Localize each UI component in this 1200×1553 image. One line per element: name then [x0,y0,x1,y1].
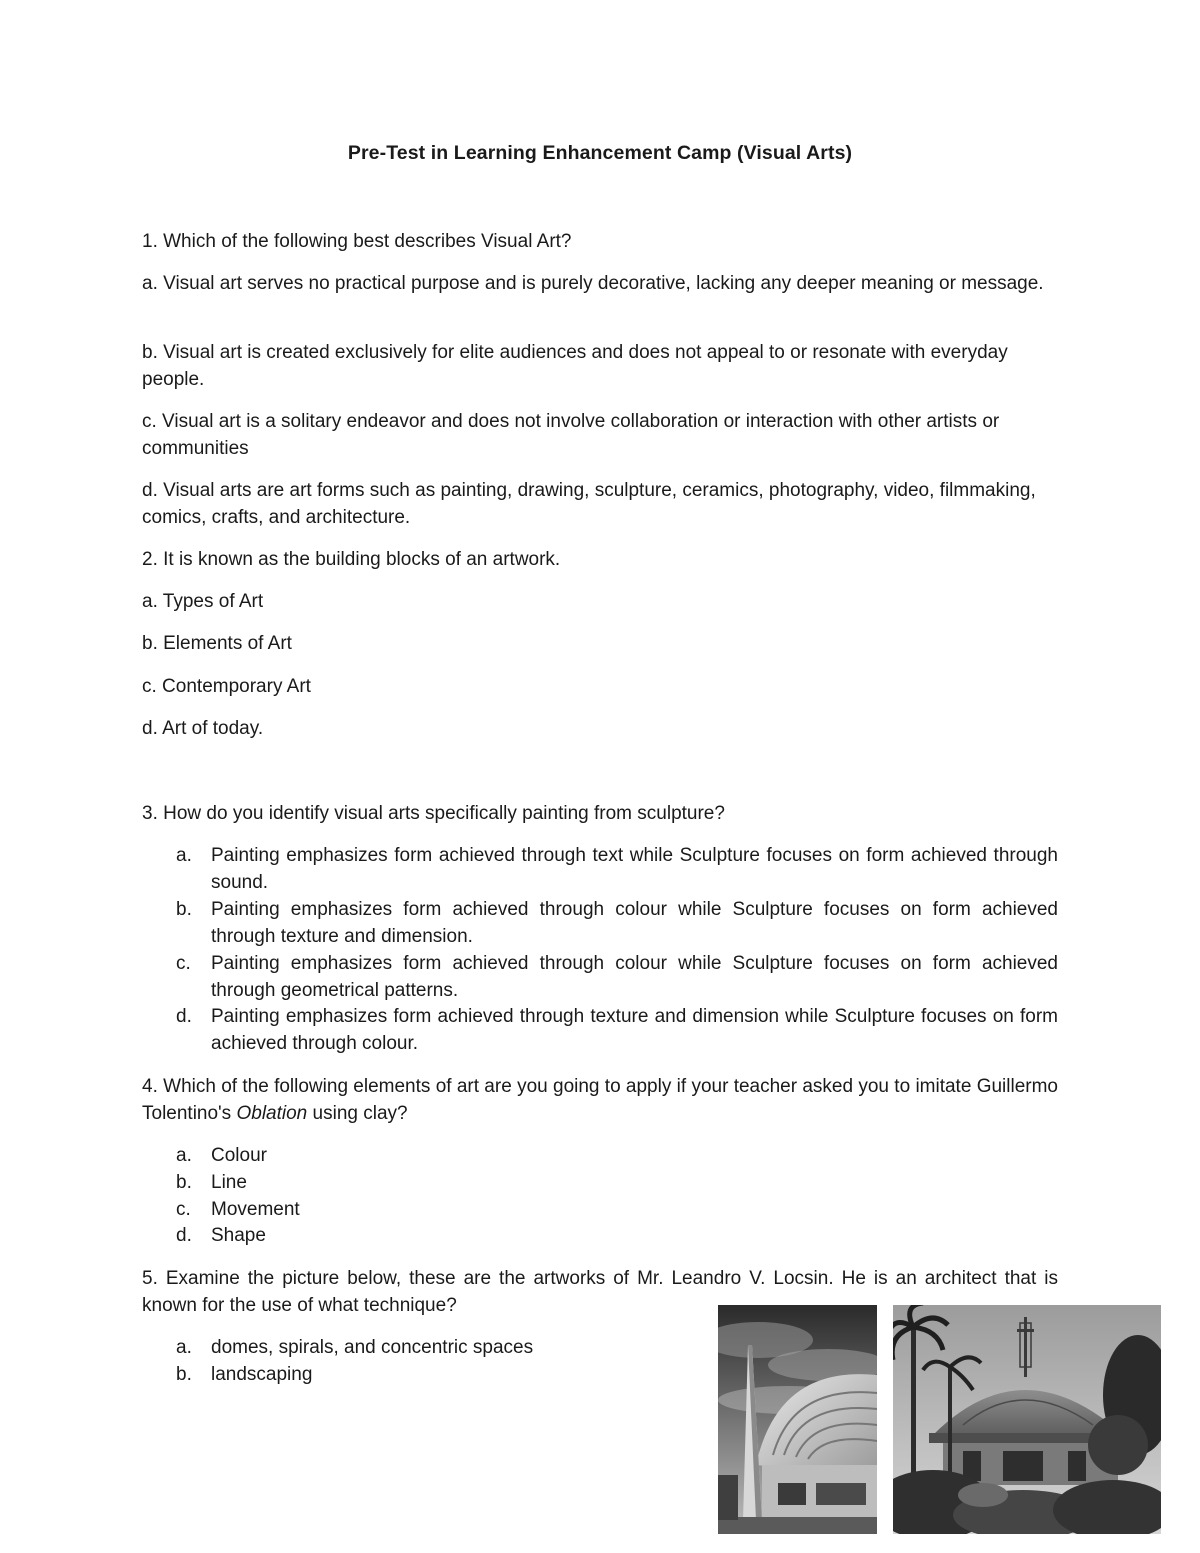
church-photo [718,1305,877,1534]
question-1-option-b: b. Visual art is created exclusively for elite audiences and does not appeal to or resonate with everyday people. [142,342,1008,390]
option-letter: c. [176,953,191,974]
question-2-option-c: c. Contemporary Art [142,676,311,697]
question-3-option-a [176,842,1058,896]
option-text: Painting emphasizes form achieved through colour while Sculpture focuses on form achieved through geometrical patterns. [211,953,1058,1001]
question-2-option-b: b. Elements of Art [142,633,292,654]
option-text: Movement [211,1199,300,1220]
question-1-option-c: c. Visual art is a solitary endeavor and does not involve collaboration or interaction with other artists or communities [142,411,1000,459]
option-text: landscaping [211,1364,313,1385]
question-4-option-d [176,1222,1058,1249]
question-3-option-c [176,950,1058,1004]
option-letter: b. [176,1364,192,1385]
option-text: Painting emphasizes form achieved through texture and dimension while Sculpture focuses on form achieved through colour. [211,1006,1058,1054]
question-1-option-a: a. Visual art serves no practical purpose and is purely decorative, lacking any deeper meaning or message. [142,273,1044,294]
question-4-option-c [176,1196,1058,1223]
option-letter: a. [176,1337,192,1358]
question-5: 5. Examine the picture below, these are the artworks of Mr. Leandro V. Locsin. He is an architect that is known for the use of what technique? [142,1268,1058,1316]
question-4-option-a [176,1142,1058,1169]
question-3-option-b [176,896,1058,950]
question-3-option-d [176,1003,1058,1057]
option-letter: a. [176,1145,192,1166]
artwork-title: Oblation [236,1103,308,1124]
option-letter: b. [176,899,192,920]
page-title: Pre-Test in Learning Enhancement Camp (Visual Arts) [347,142,853,164]
question-4-text-end: using clay? [307,1103,408,1124]
question-2-option-a: a. Types of Art [142,591,264,612]
option-letter: c. [176,1199,191,1220]
option-letter: d. [176,1006,192,1027]
option-text: Colour [211,1145,267,1166]
question-4 [142,1073,1058,1127]
option-text: Shape [211,1225,266,1246]
option-letter: b. [176,1172,192,1193]
question-1-option-d: d. Visual arts are art forms such as painting, drawing, sculpture, ceramics, photography, video, filmmaking, comics, crafts, and architecture. [142,480,1036,528]
option-text: Painting emphasizes form achieved through text while Sculpture focuses on form achieved through sound. [211,845,1058,893]
option-letter: a. [176,845,192,866]
option-text: domes, spirals, and concentric spaces [211,1337,534,1358]
question-3: 3. How do you identify visual arts specifically painting from sculpture? [142,803,725,824]
option-text: Line [211,1172,247,1193]
question-2: 2. It is known as the building blocks of an artwork. [142,549,561,570]
option-letter: d. [176,1225,192,1246]
question-2-option-d: d. Art of today. [142,718,264,739]
option-text: Painting emphasizes form achieved through colour while Sculpture focuses on form achieved through texture and dimension. [211,899,1058,947]
question-4-option-b [176,1169,1058,1196]
dome-building-photo [893,1305,1161,1534]
question-1: 1. Which of the following best describes Visual Art? [142,231,572,252]
question-4-text: 4. Which of the following elements of art are you going to apply if your teacher asked you to imitate Guillermo Tolentino's [142,1076,1058,1124]
